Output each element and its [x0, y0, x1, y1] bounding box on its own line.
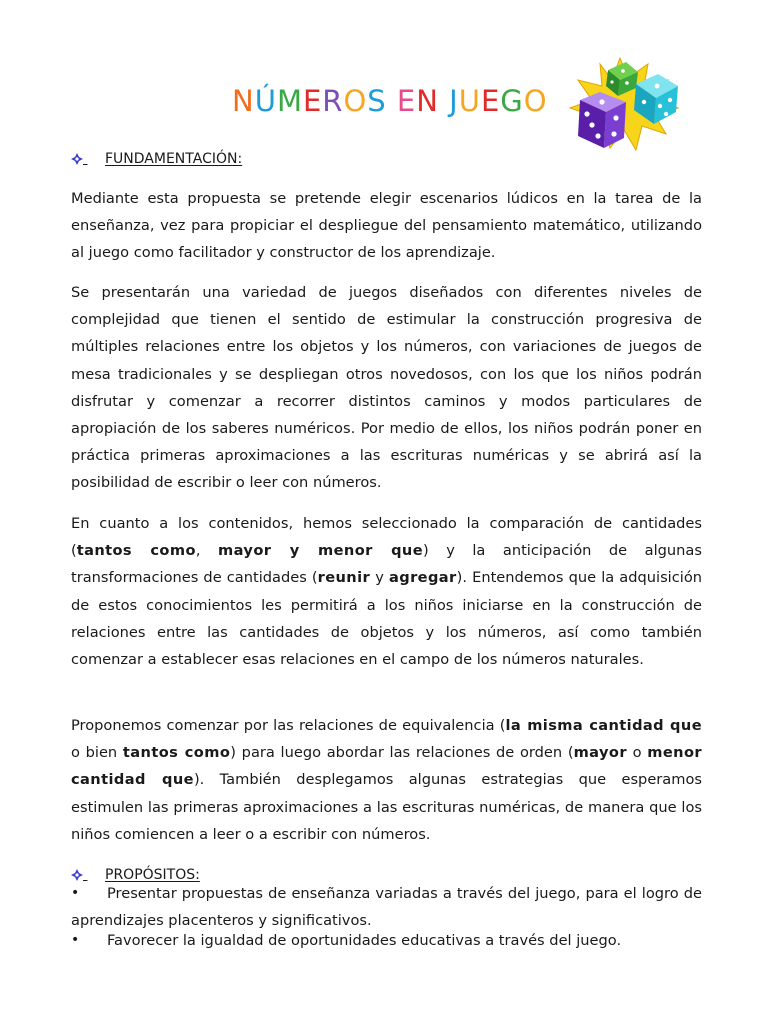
paragraph-4: [71, 712, 702, 848]
text-run: Proponemos comenzar por las relaciones de equivalencia (: [71, 717, 506, 734]
title-letter: N: [232, 84, 255, 118]
section-heading-label: PROPÓSITOS:: [105, 867, 200, 883]
title-letter: N: [416, 84, 439, 118]
list-item: [71, 927, 702, 954]
title-letter: S: [367, 84, 387, 118]
dice-illustration: [556, 56, 690, 156]
title-letter: O: [523, 84, 548, 118]
text-run: o: [626, 744, 648, 762]
title-letter: O: [343, 84, 368, 118]
text-run: ,: [195, 542, 219, 560]
text-run: ). Entendemos que la adquisición de estos conocimientos les permitirá a los niños iniciarse en la construcción de relaciones entre las cantidades de objetos y los números, así como también comenzar a establecer esas relaciones en el campo de los números naturales.: [71, 569, 702, 669]
section-heading-label: FUNDAMENTACIÓN:: [105, 151, 243, 167]
title-letter: R: [322, 84, 344, 118]
title-letter: J: [449, 84, 459, 118]
text-run: ). También desplegamos algunas estrategias que esperamos estimulen las primeras aproximaciones a las escrituras numéricas, de manera que los niños comiencen a leer o a escribir con números.: [71, 771, 702, 843]
bold-term: tantos como: [76, 542, 196, 560]
bold-term: mayor: [573, 744, 627, 762]
purple-die-icon: [578, 92, 626, 148]
bold-term: mayor y menor que: [218, 542, 424, 560]
text-run: En cuanto a los contenidos, hemos seleccionado la comparación de cantidades (: [71, 515, 702, 560]
title-letter: E: [302, 84, 323, 118]
paragraph-2: Se presentarán una variedad de juegos diseñados con diferentes niveles de complejidad que tienen el sentido de estimular la construcción progresiva de múltiples relaciones entre los objetos y los números, con variaciones de juegos de mesa tradicionales y se despliegan otros novedosos, con los que los niños podrán disfrutar y comenzar a recorrer distintos caminos y modos particulares de apropiación de los saberes numéricos. Por medio de ellos, los niños podrán poner en práctica primeras aproximaciones a las escrituras numéricas y se abrirá así la posibilidad de escribir o leer con números.: [71, 284, 702, 492]
title-letter: G: [500, 84, 524, 118]
bold-term: tantos como: [122, 744, 231, 762]
page-title: [232, 84, 548, 118]
title-letter: Ú: [254, 84, 277, 118]
text-run: y: [370, 569, 389, 587]
list-item-text: Favorecer la igualdad de oportunidades educativas a través del juego.: [107, 932, 622, 949]
title-letter: [439, 84, 449, 118]
heading-underline-spacer: [83, 150, 105, 168]
paragraph-3: [71, 510, 702, 673]
bold-term: reunir: [317, 569, 371, 587]
bold-term: agregar: [388, 569, 457, 587]
bold-term: la misma cantidad que: [505, 717, 702, 734]
text-run: ) para luego abordar las relaciones de orden (: [230, 744, 574, 762]
title-letter: U: [458, 84, 481, 118]
title-letter: E: [480, 84, 501, 118]
bullet-dot: •: [71, 885, 80, 901]
list-item-text: Presentar propuestas de enseñanza variadas a través del juego, para el logro de aprendizajes placenteros y significativos.: [71, 885, 702, 929]
section-heading-fundamentacion: [71, 150, 242, 168]
diamond-bullet-icon: [71, 153, 83, 165]
text-run: o bien: [71, 744, 123, 762]
title-letter: M: [276, 84, 303, 118]
bullet-dot: •: [71, 932, 80, 948]
paragraph-1: Mediante esta propuesta se pretende elegir escenarios lúdicos en la tarea de la enseñanza, vez para propiciar el despliegue del pensamiento matemático, utilizando al juego como facilitador y constructor de los aprendizaje.: [71, 190, 702, 262]
title-letter: E: [396, 84, 417, 118]
bold-term: menor cantidad que: [71, 744, 702, 789]
list-item: [71, 880, 702, 934]
text-run: ) y la anticipación de algunas transformaciones de cantidades (: [71, 542, 702, 587]
title-letter: [387, 84, 397, 118]
